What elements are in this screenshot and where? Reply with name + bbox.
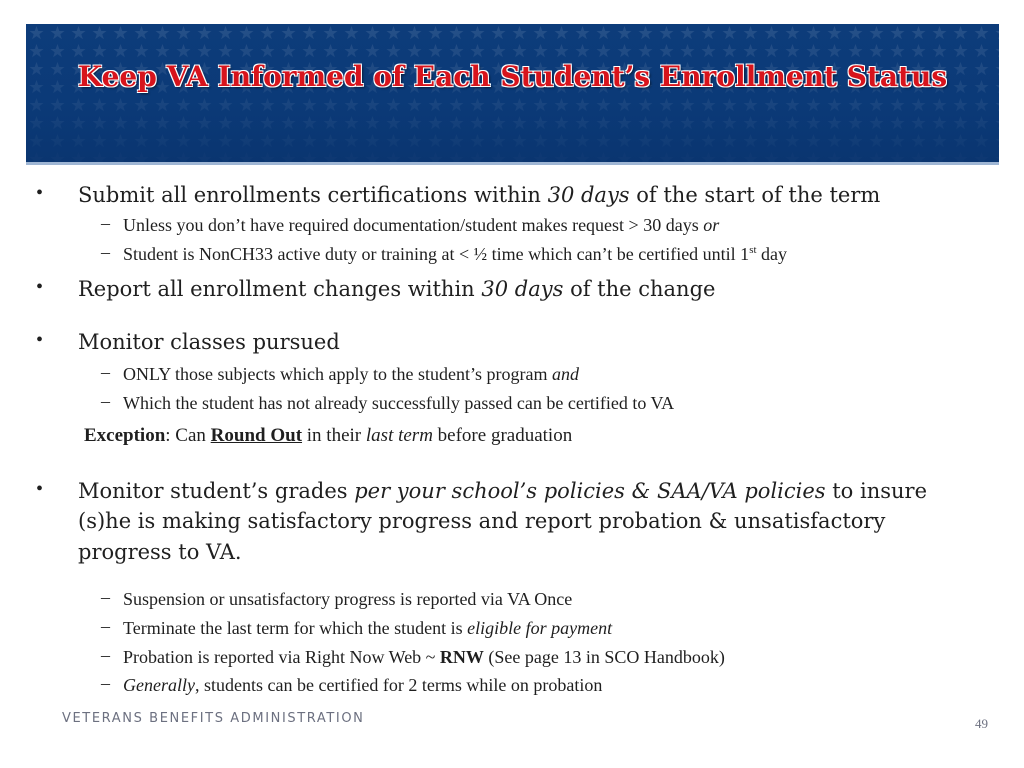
bullet-submit-certifications: Submit all enrollments certifications within 30 days of the start of the term	[78, 183, 881, 207]
sub-bullet-marker: –	[101, 673, 110, 693]
bullet-marker: •	[36, 329, 44, 351]
sub-bullet-generally: Generally, students can be certified for 2 terms while on probation	[123, 675, 603, 695]
sub-bullet-marker: –	[101, 616, 110, 636]
sub-bullet-not-passed: Which the student has not already successfully passed can be certified to VA	[123, 393, 675, 413]
bullet-monitor-grades-line-3: progress to VA.	[78, 540, 242, 564]
bullet-report-changes: Report all enrollment changes within 30 days of the change	[78, 277, 716, 301]
sub-bullet-only-subjects: ONLY those subjects which apply to the student’s program and	[123, 364, 579, 384]
sub-bullet-marker: –	[101, 587, 110, 607]
bullet-marker: •	[36, 276, 44, 298]
sub-bullet-probation: Probation is reported via Right Now Web ~ RNW (See page 13 in SCO Handbook)	[123, 647, 725, 667]
slide-title: Keep VA Informed of Each Student’s Enrollment Status	[77, 60, 948, 93]
sub-bullet-nonch33: Student is NonCH33 active duty or training at < ½ time which can’t be certified until 1st day	[123, 244, 788, 264]
sub-bullet-marker: –	[101, 213, 110, 233]
bullet-marker: •	[36, 182, 44, 204]
banner-divider	[26, 162, 999, 165]
sub-bullet-terminate: Terminate the last term for which the student is eligible for payment	[123, 618, 613, 638]
exception-label: Exception	[84, 425, 166, 446]
sub-bullet-marker: –	[101, 242, 110, 262]
bullet-marker: •	[36, 478, 44, 500]
bullet-monitor-classes: Monitor classes pursued	[78, 330, 340, 354]
footer-organization-label: VETERANS BENEFITS ADMINISTRATION	[62, 711, 365, 726]
sub-bullet-documentation: Unless you don’t have required documentation/student makes request > 30 days or	[123, 215, 720, 235]
sub-bullet-marker: –	[101, 645, 110, 665]
page-number: 49	[975, 716, 988, 731]
sub-bullet-marker: –	[101, 391, 110, 411]
sub-bullet-suspension: Suspension or unsatisfactory progress is reported via VA Once	[123, 589, 573, 609]
round-out-link[interactable]: Round Out	[210, 425, 303, 446]
exception-note: Exception: Can Round Out in their last term before graduation	[84, 425, 573, 446]
bullet-monitor-grades-line-1: Monitor student’s grades per your school’s policies & SAA/VA policies to insure	[78, 479, 928, 503]
sub-bullet-marker: –	[101, 362, 110, 382]
bullet-monitor-grades-line-2: (s)he is making satisfactory progress and report probation & unsatisfactory	[78, 509, 886, 533]
